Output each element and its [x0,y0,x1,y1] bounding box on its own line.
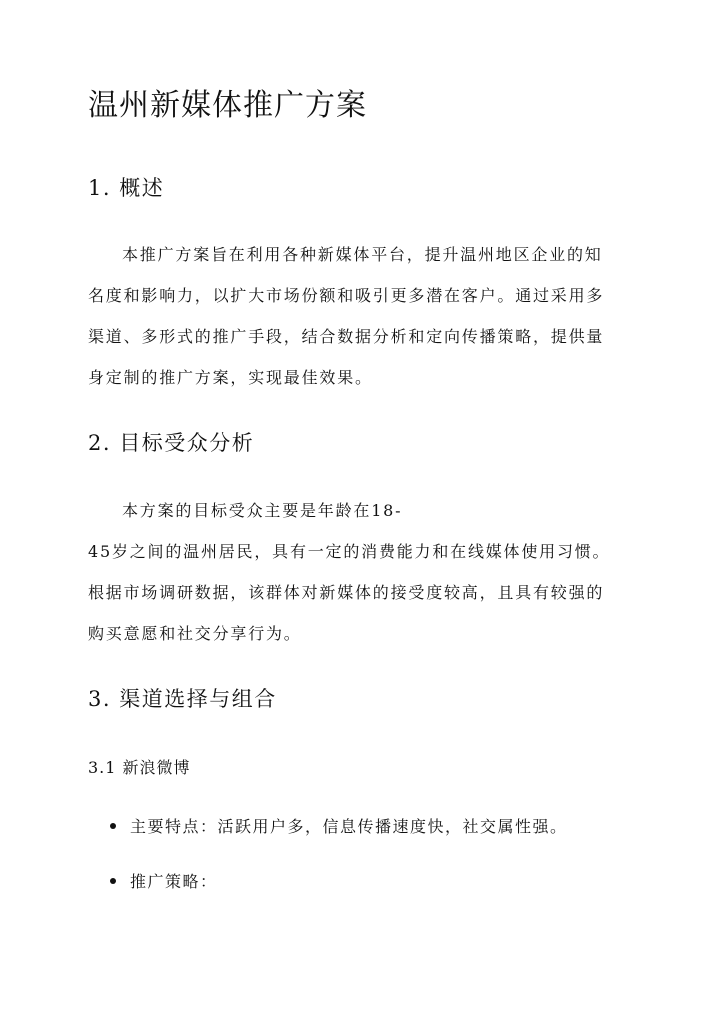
bullet-icon [110,823,116,829]
paragraph-line: 本推广方案旨在利用各种新媒体平台，提升温州地区企业的知 [122,245,603,264]
paragraph-line: 45岁之间的温州居民，具有一定的消费能力和在线媒体使用习惯。 [88,542,611,561]
paragraph-line: 根据市场调研数据，该群体对新媒体的接受度较高，且具有较强的 [88,583,605,602]
list-item-text: 主要特点：活跃用户多，信息传播速度快，社交属性强。 [130,817,568,836]
section-heading-overview: 1. 概述 [88,176,165,200]
paragraph-line: 渠道、多形式的推广手段，结合数据分析和定向传播策略，提供量 [88,327,605,346]
document-title: 温州新媒体推广方案 [88,88,367,123]
section-audience-paragraph [88,490,636,654]
paragraph-line: 名度和影响力，以扩大市场份额和吸引更多潜在客户。通过采用多 [88,286,605,305]
section-heading-channels: 3. 渠道选择与组合 [88,687,277,711]
section-heading-audience: 2. 目标受众分析 [88,431,255,455]
list-item [110,870,218,894]
paragraph-line: 身定制的推广方案，实现最佳效果。 [88,368,373,387]
bullet-icon [110,878,116,884]
subsection-heading-weibo: 3.1 新浪微博 [88,758,191,777]
section-overview-paragraph [88,234,636,398]
paragraph-line: 本方案的目标受众主要是年龄在18- [122,501,403,520]
list-item [110,815,568,839]
list-item-text: 推广策略： [130,872,218,891]
paragraph-line: 购买意愿和社交分享行为。 [88,624,302,643]
